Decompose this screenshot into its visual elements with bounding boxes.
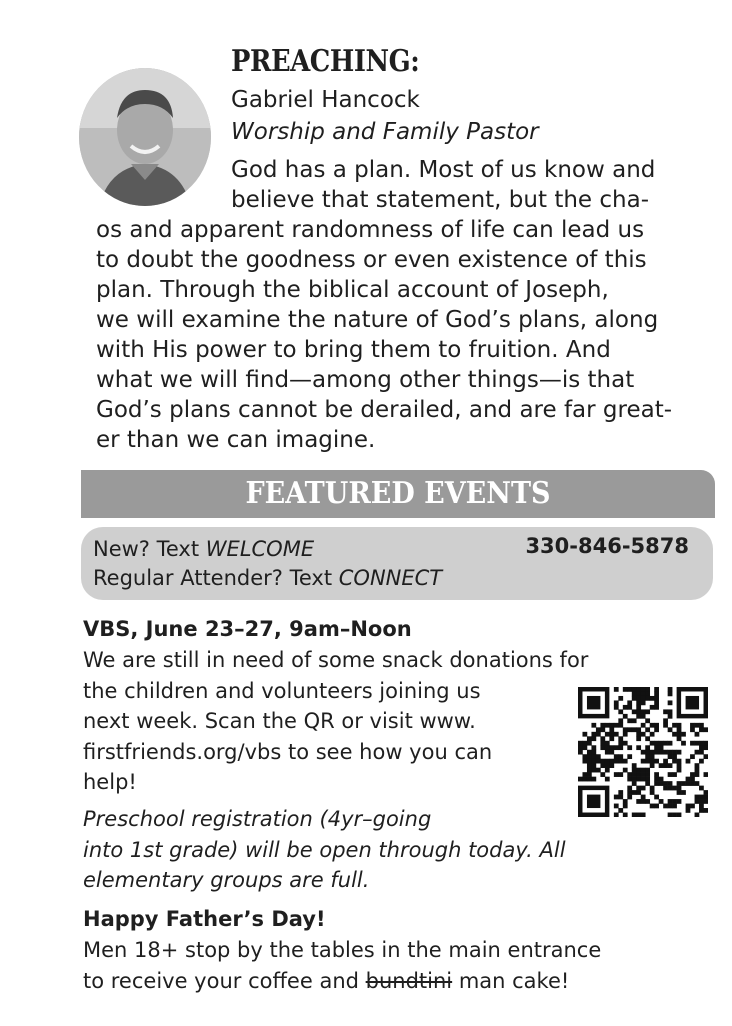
speaker-name: Gabriel Hancock — [231, 87, 420, 113]
vbs-line: help! — [83, 770, 137, 794]
vbs-title: VBS, June 23–27, 9am–Noon — [83, 617, 412, 641]
vbs-line: firstfriends.org/vbs to see how you can — [83, 739, 493, 764]
vbs-description — [83, 645, 588, 798]
summary-line: os and apparent randomness of life can lead us — [96, 217, 645, 243]
fathers-day-description — [83, 935, 601, 996]
speaker-photo — [79, 68, 211, 206]
sermon-summary-wide — [96, 215, 672, 455]
preschool-note — [83, 804, 566, 896]
summary-line: God’s plans cannot be derailed, and are far great- — [96, 397, 673, 423]
fathers-day-line2-suffix: man cake! — [452, 968, 570, 993]
summary-line: what we will find—among other things—is that — [96, 367, 635, 393]
speaker-role: Worship and Family Pastor — [231, 119, 539, 145]
vbs-line: We are still in need of some snack donations for — [83, 648, 589, 672]
featured-events-title: FEATURED EVENTS — [245, 476, 551, 511]
new-visitor-text-line — [93, 536, 314, 562]
new-visitor-prefix: New? Text — [93, 537, 206, 561]
text-in-box — [81, 527, 713, 600]
fathers-day-line — [83, 966, 601, 997]
preschool-note-line: Preschool registration (4yr–going — [83, 807, 432, 831]
preaching-heading: PREACHING: — [231, 44, 420, 79]
summary-line: to doubt the goodness or even existence of this — [96, 247, 647, 273]
preschool-note-line: into 1st grade) will be open through today. All — [83, 837, 566, 862]
fathers-day-title: Happy Father’s Day! — [83, 907, 326, 931]
vbs-line: the children and volunteers joining us — [83, 678, 481, 703]
vbs-line: next week. Scan the QR or visit www. — [83, 709, 476, 733]
summary-line: with His power to bring them to fruition. And — [96, 337, 611, 363]
text-phone-number: 330-846-5878 — [525, 534, 689, 558]
summary-line: believe that statement, but the cha- — [231, 187, 649, 213]
regular-attender-text-line — [93, 565, 442, 591]
struck-word: bundtini — [365, 968, 453, 993]
qr-code-icon[interactable] — [578, 687, 708, 817]
regular-attender-prefix: Regular Attender? Text — [93, 566, 339, 590]
summary-line: God has a plan. Most of us know and — [231, 157, 656, 183]
fathers-day-line: Men 18+ stop by the tables in the main entrance — [83, 938, 602, 962]
summary-line: er than we can imagine. — [96, 427, 376, 453]
preschool-note-line: elementary groups are full. — [83, 868, 370, 892]
summary-line: we will examine the nature of God’s plans, along — [96, 307, 659, 333]
connect-keyword: CONNECT — [338, 566, 443, 590]
featured-events-banner — [81, 470, 715, 518]
sermon-summary-narrow — [231, 155, 655, 215]
welcome-keyword: WELCOME — [205, 537, 315, 561]
summary-line: plan. Through the biblical account of Joseph, — [96, 277, 609, 303]
fathers-day-line2-prefix: to receive your coffee and — [83, 968, 366, 993]
